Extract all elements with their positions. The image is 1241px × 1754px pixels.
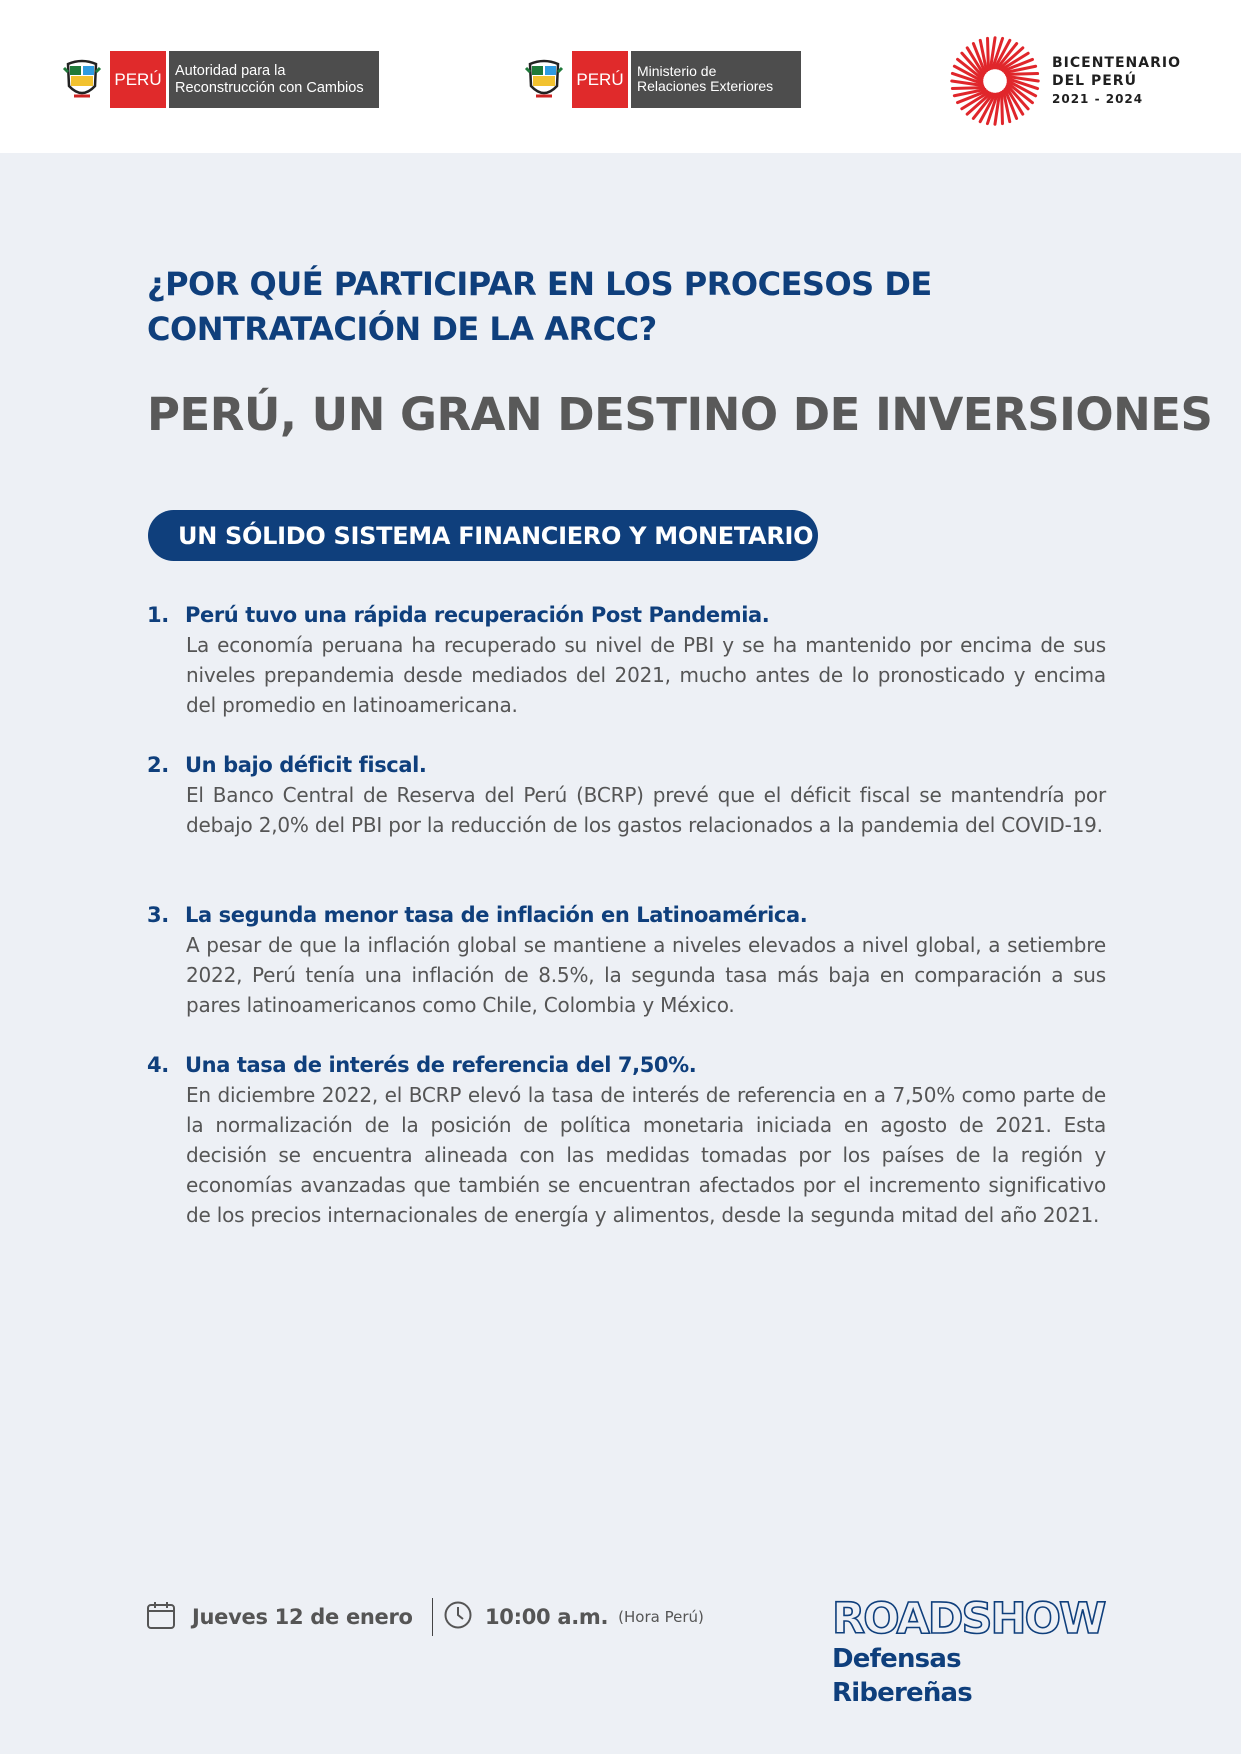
item-heading: La segunda menor tasa de inflación en Latinoamérica. [185, 903, 808, 927]
bicentenario-line1: BICENTENARIO [1052, 55, 1181, 71]
list-item [147, 900, 1107, 1020]
bicentenario-line2: DEL PERÚ [1052, 73, 1137, 89]
institution-name: Autoridad para la Reconstrucción con Cambios [169, 51, 379, 108]
peru-label: PERÚ [572, 51, 628, 108]
ministry-logo [522, 51, 801, 108]
page-header [0, 0, 1241, 153]
footer-divider [432, 1598, 433, 1636]
roadshow-wordmark: ROADSHOW [832, 1594, 1105, 1644]
item-body: A pesar de que la inflación global se mantiene a niveles elevados a nivel global, a setiembre 2022, Perú tenía una inflación de 8.5%, la segunda tasa más baja en comparación a sus pares latinoamericanos como Chile, Colombia y México. [186, 933, 1106, 1017]
calendar-icon [146, 1600, 176, 1634]
institution-name: Ministerio de Relaciones Exteriores [631, 51, 801, 108]
item-number: 2. [147, 753, 169, 777]
item-heading: Una tasa de interés de referencia del 7,50%. [185, 1053, 697, 1077]
bicentenario-burst-icon [948, 34, 1042, 128]
event-subtitle: Defensas Ribereñas [832, 1644, 972, 1708]
event-time [443, 1600, 704, 1634]
item-heading: Un bajo déficit fiscal. [185, 753, 427, 777]
event-time-text: 10:00 a.m. [485, 1605, 609, 1629]
section-pill [148, 510, 818, 561]
event-date [146, 1600, 413, 1634]
clock-icon [443, 1600, 473, 1634]
item-number: 4. [147, 1053, 169, 1077]
section-pill-label: UN SÓLIDO SISTEMA FINANCIERO Y MONETARIO [178, 521, 814, 550]
event-timezone: (Hora Perú) [618, 1608, 704, 1626]
item-body: La economía peruana ha recuperado su nivel de PBI y se ha mantenido por encima de sus niveles prepandemia desde mediados del 2021, mucho antes de lo pronosticado y encima del promedio en latinoamericana. [186, 633, 1106, 717]
event-brand [832, 1596, 1108, 1710]
event-date-text: Jueves 12 de enero [192, 1605, 413, 1629]
arcc-logo [60, 51, 379, 108]
item-number: 1. [147, 603, 169, 627]
coat-of-arms-icon [522, 51, 566, 108]
item-number: 3. [147, 903, 169, 927]
item-body: En diciembre 2022, el BCRP elevó la tasa de interés de referencia en a 7,50% como parte de la normalización de la posición de política monetaria iniciada en agosto de 2021. Esta decisión se encuentra alineada con las medidas tomadas por los países de la región y economías avanzadas que también se encuentran afectados por el incremento significativo de los precios internacionales de energía y alimentos, desde la segunda mitad del año 2021. [186, 1083, 1106, 1227]
list-item [147, 600, 1107, 720]
item-heading: Perú tuvo una rápida recuperación Post Pandemia. [185, 603, 770, 627]
list-item [147, 1050, 1107, 1230]
page-title: PERÚ, UN GRAN DESTINO DE INVERSIONES [147, 388, 1213, 441]
page-question: ¿POR QUÉ PARTICIPAR EN LOS PROCESOS DE CONTRATACIÓN DE LA ARCC? [147, 265, 932, 348]
bicentenario-years: 2021 - 2024 [1052, 92, 1144, 106]
list-item [147, 750, 1107, 840]
coat-of-arms-icon [60, 51, 104, 108]
bicentenario-logo [948, 34, 1181, 128]
peru-label: PERÚ [110, 51, 166, 108]
item-body: El Banco Central de Reserva del Perú (BCRP) prevé que el déficit fiscal se mantendría por debajo 2,0% del PBI por la reducción de los gastos relacionados a la pandemia del COVID-19. [186, 783, 1106, 837]
